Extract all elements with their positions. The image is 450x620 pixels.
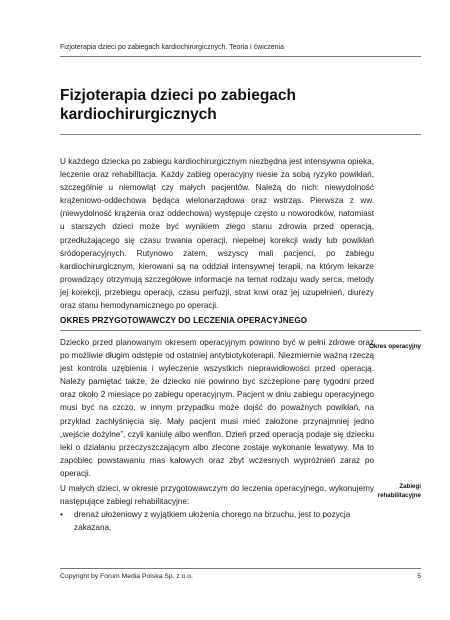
chapter-title: Fizjoterapia dzieci po zabiegach kardiochirurgicznych	[60, 87, 296, 123]
margin-note-operative-period: Okres operacyjny	[369, 343, 421, 350]
section-divider	[60, 330, 421, 331]
header-divider	[60, 56, 421, 57]
section-paragraph-1: Dziecko przed planowanym okresem operacyjnym powinno być w pełni zdrowe oraz po możliwie długim odstępie od ostatniej antybiotykoterapii. Niezmiernie ważną rzeczą jest kontrola uzębienia i wyleczenie wszystkich nieprawidłowości przed operacją. Należy pamiętać także, że dziecko nie powinno być szczepione parę tygodni przed oraz około 2 miesiące po zabiegu operacyjnym. Pacjent w dniu zabiegu operacyjnego musi być na czczo, w innym przypadku może dojść do poważnych powikłań, na przykład zachłyśnięcia się. Mały pacjent musi mieć założone przynajmniej jedno „wejście dożylne”, czyli kaniulę albo wenflon. Dzień przed operacją podaje się dziecku leki o działaniu przeczyszczającym albo zlecone zostaje wykonanie lewatywy. Ma to zapobiec powstawaniu mas kałowych oraz zbyt wczesnych wypróżnień zaraz po operacji.	[60, 338, 374, 478]
section-heading: OKRES PRZYGOTOWAWCZY DO LECZENIA OPERACYJNEGO	[60, 316, 308, 325]
bullet-icon: •	[60, 510, 63, 519]
bullet-item	[60, 508, 374, 534]
margin-note-rehab-procedures: Zabiegi rehabilitacyjne	[377, 483, 421, 499]
running-header: Fizjoterapia dzieci po zabiegach kardiochirurgicznych. Teoria i ćwiczenia	[60, 44, 284, 51]
page-number: 5	[417, 573, 421, 580]
footer-divider	[60, 568, 421, 569]
footer-copyright: Copyright by Forum Media Polska Sp. z o.o.	[60, 573, 193, 580]
bullet-text: drenaż ułożeniowy z wyjątkiem ułożenia chorego na brzuchu, jest to pozycja zakazana,	[74, 510, 351, 533]
section-paragraph-2: U małych dzieci, w okresie przygotowawczym do leczenia operacyjnego, wykonujemy następujące zabiegi rehabilitacyjne:	[60, 484, 374, 507]
intro-paragraph: U każdego dziecka po zabiegu kardiochirurgicznym niezbędna jest intensywna opieka, leczenie oraz rehabilitacja. Każdy zabieg operacyjny niesie za sobą ryzyko powikłań, szczególnie u niemowląt czy małych pacjentów. Należą do nich: niewydolność krążeniowo-oddechowa będąca wielonarządowa oraz wstrząs. Pierwsza z ww. (niewydolność krążenia oraz oddechowa) występuje często u noworodków, natomiast u starszych dzieci może być wynikiem złego stanu zdrowia przed operacją, przedłużającego się czasu trwania operacji, niepełnej korekcji wady lub powikłań śródoperacyjnych. Rutynowo zatem, wszyscy mali pacjenci, po zabiegu kardiochirurgicznym, kierowani są na oddział intensywnej terapii, na którym lekarze prowadzący otrzymują szczegółowe informacje na temat rodzaju wady serca, metody jej korekcji, przebiegu operacji, czasu perfuzji, strat krwi oraz jej uzupełnień, diurezy oraz stanu hemodynamicznego po operacji.	[60, 157, 374, 311]
title-divider	[60, 134, 421, 135]
